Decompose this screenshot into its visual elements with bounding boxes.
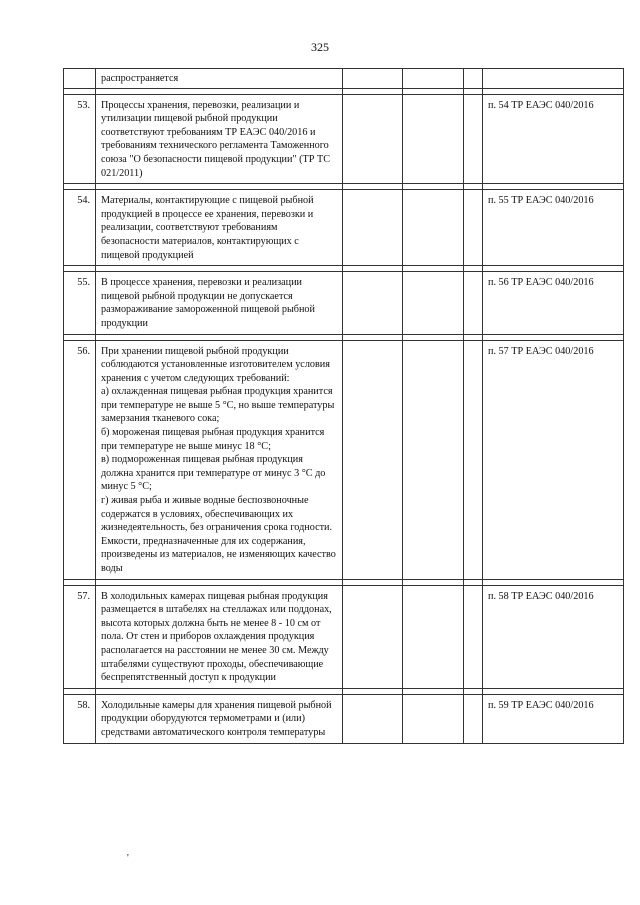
answer-na-cell [464, 94, 483, 184]
table-row [64, 272, 624, 334]
answer-no-cell [403, 340, 464, 579]
reference-cell: п. 58 ТР ЕАЭС 040/2016 [483, 585, 624, 688]
number-cell [64, 69, 96, 89]
answer-na-cell [464, 694, 483, 743]
continuation-row [64, 69, 624, 89]
table-row [64, 94, 624, 184]
answer-yes-cell [343, 69, 403, 89]
requirement-cell: При хранении пищевой рыбной продукции соблюдаются установленные изготовителем условия хранения с учетом следующих требований: а) охлажденная пищевая рыбная продукция хранится при температуре не выше 5 °С, но выше температуры замерзания тканевого сока; б) мороженая пищевая рыбная продукция хранится при температуре не выше минус 18 °С; в) подмороженная пищевая рыбная продукция должна хранится при температуре от минус 3 °С до минус 5 °С; г) живая рыба и живые водные беспозвоночные содержатся в условиях, обеспечивающих их жизнедеятельность, без ограничения срока годности. Емкости, предназначенные для их содержания, произведены из материалов, не изменяющих качество воды [96, 340, 343, 579]
page-number: 325 [311, 40, 329, 54]
number-cell: 58. [64, 694, 96, 743]
number-cell: 55. [64, 272, 96, 334]
requirement-cell: В холодильных камерах пищевая рыбная продукция размещается в штабелях на стеллажах или поддонах, высота которых должна быть не менее 8 - 10 см от пола. От стен и приборов охлаждения продукция располагается на расстоянии не менее 30 см. Между штабелями существуют проходы, обеспечивающие беспрепятственный доступ к продукции [96, 585, 343, 688]
reference-cell: п. 54 ТР ЕАЭС 040/2016 [483, 94, 624, 184]
table-row [64, 190, 624, 266]
answer-na-cell [464, 585, 483, 688]
requirement-cell: распространяется [96, 69, 343, 89]
reference-cell: п. 57 ТР ЕАЭС 040/2016 [483, 340, 624, 579]
reference-cell: п. 59 ТР ЕАЭС 040/2016 [483, 694, 624, 743]
answer-na-cell [464, 69, 483, 89]
checklist-table [63, 68, 624, 744]
requirement-cell: Материалы, контактирующие с пищевой рыбной продукцией в процессе ее хранения, перевозки и реализации, соответствуют требованиям безопасности материалов, контактирующих с пищевой продукцией [96, 190, 343, 266]
number-cell: 53. [64, 94, 96, 184]
reference-cell: п. 55 ТР ЕАЭС 040/2016 [483, 190, 624, 266]
answer-na-cell [464, 190, 483, 266]
answer-yes-cell [343, 272, 403, 334]
table-row [64, 694, 624, 743]
answer-yes-cell [343, 94, 403, 184]
answer-no-cell [403, 190, 464, 266]
answer-no-cell [403, 94, 464, 184]
table-row [64, 585, 624, 688]
answer-no-cell [403, 585, 464, 688]
requirement-cell: Холодильные камеры для хранения пищевой рыбной продукции оборудуются термометрами и (или) средствами автоматического контроля температуры [96, 694, 343, 743]
table-row [64, 340, 624, 579]
footer-mark: ' [127, 853, 129, 864]
answer-yes-cell [343, 585, 403, 688]
reference-cell: п. 56 ТР ЕАЭС 040/2016 [483, 272, 624, 334]
answer-na-cell [464, 340, 483, 579]
answer-no-cell [403, 272, 464, 334]
answer-no-cell [403, 694, 464, 743]
requirement-cell: Процессы хранения, перевозки, реализации и утилизации пищевой рыбной продукции соответствуют требованиям ТР ЕАЭС 040/2016 и требованиям технического регламента Таможенного союза "О безопасности пищевой продукции" (ТР ТС 021/2011) [96, 94, 343, 184]
answer-no-cell [403, 69, 464, 89]
answer-yes-cell [343, 694, 403, 743]
number-cell: 56. [64, 340, 96, 579]
requirement-cell: В процессе хранения, перевозки и реализации пищевой рыбной продукции не допускается размораживание замороженной пищевой рыбной продукции [96, 272, 343, 334]
number-cell: 57. [64, 585, 96, 688]
answer-yes-cell [343, 340, 403, 579]
answer-na-cell [464, 272, 483, 334]
reference-cell [483, 69, 624, 89]
answer-yes-cell [343, 190, 403, 266]
number-cell: 54. [64, 190, 96, 266]
